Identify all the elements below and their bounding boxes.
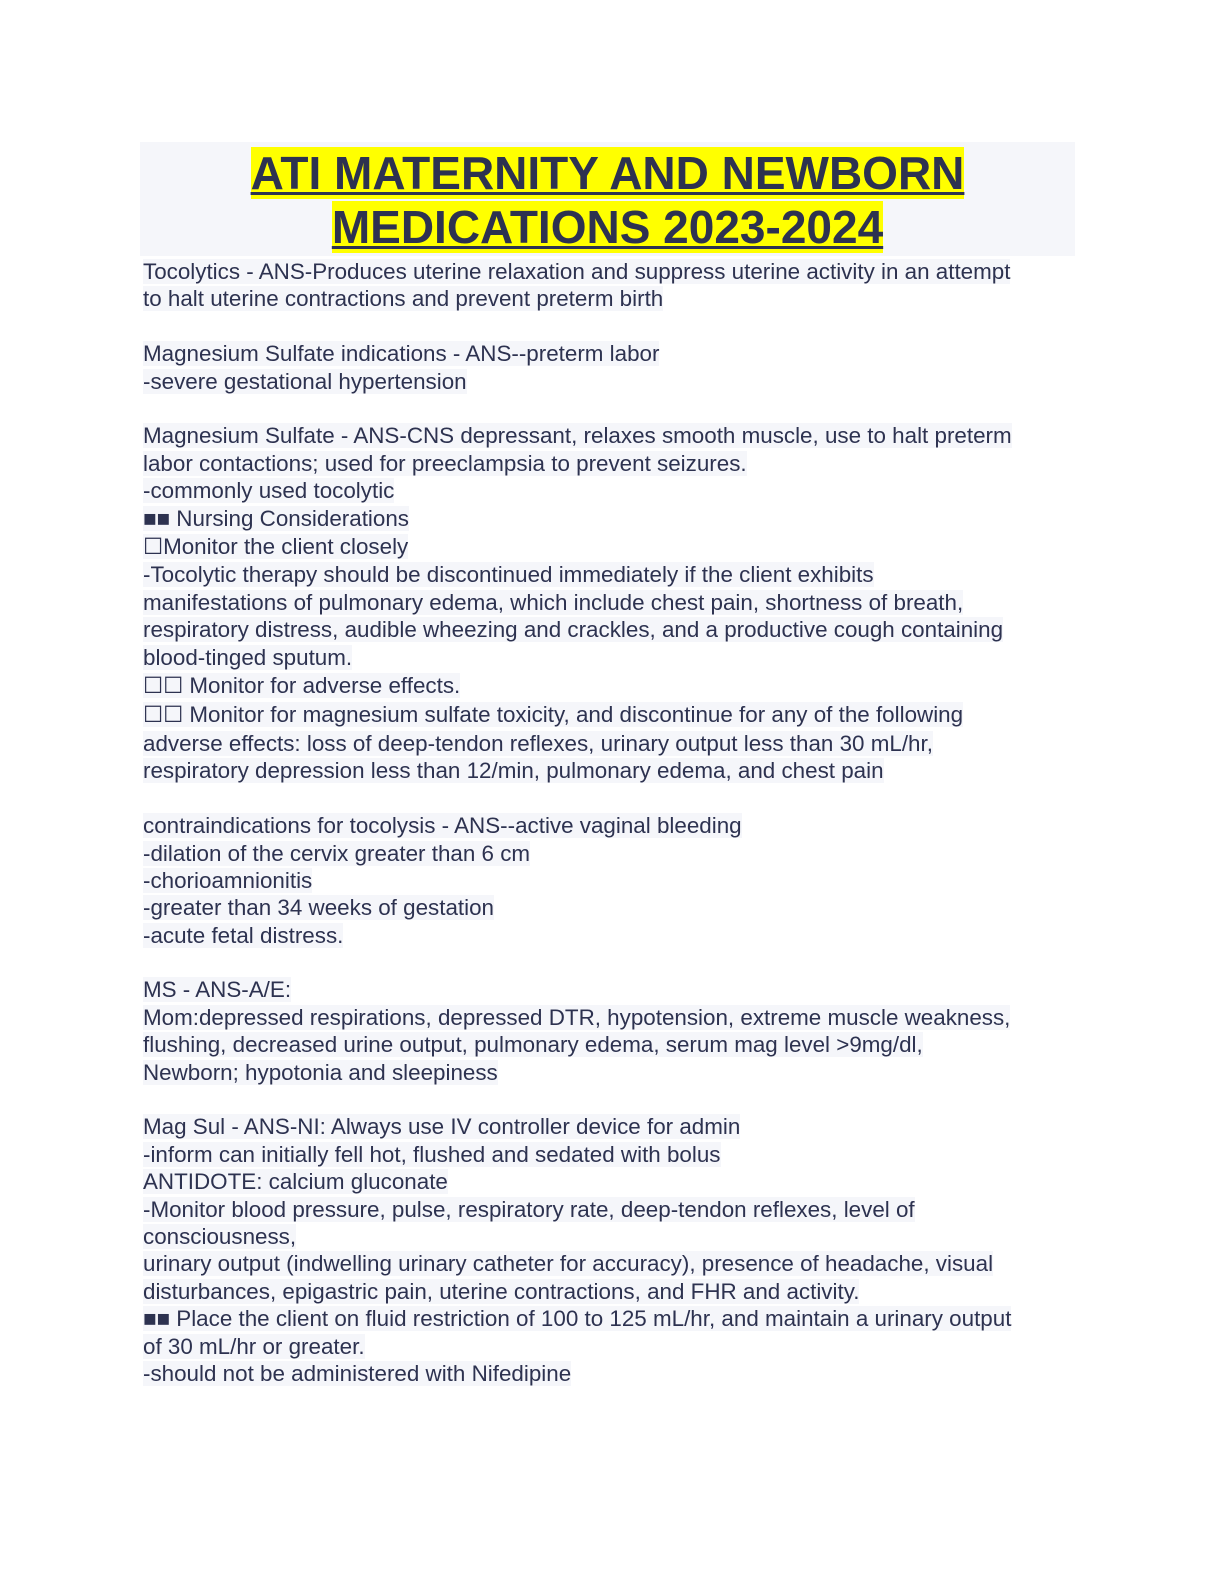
text-line [143, 1223, 1073, 1250]
text-line [143, 1360, 1073, 1387]
text-line [143, 258, 1073, 285]
text-line-content: -acute fetal distress. [143, 922, 344, 948]
text-line [143, 1059, 1073, 1086]
text-line-content: Newborn; hypotonia and sleepiness [143, 1059, 498, 1085]
document-body [143, 258, 1073, 1387]
text-line [143, 1004, 1073, 1031]
text-line [143, 812, 1073, 839]
text-line-content: -dilation of the cervix greater than 6 cm [143, 840, 531, 866]
text-line-content: contraindications for tocolysis - ANS--active vaginal bleeding [143, 813, 742, 839]
title-line-2: MEDICATIONS 2023-2024 [331, 201, 884, 253]
text-line [143, 1196, 1073, 1223]
text-line [143, 700, 1073, 730]
text-line-content: Mag Sul - ANS-NI: Always use IV controller device for admin [143, 1114, 741, 1140]
blank-line [143, 785, 1073, 812]
text-line [143, 285, 1073, 312]
text-line [143, 505, 1073, 532]
text-line [143, 976, 1073, 1003]
text-line [143, 340, 1073, 367]
text-line [143, 450, 1073, 477]
text-line-content: Tocolytics - ANS-Produces uterine relaxation and suppress uterine activity in an attempt [143, 259, 1011, 284]
text-line-content: -Monitor blood pressure, pulse, respiratory rate, deep-tendon reflexes, level of [143, 1196, 915, 1222]
text-line [143, 1031, 1073, 1058]
text-line-content: disturbances, epigastric pain, uterine contractions, and FHR and activity. [143, 1278, 860, 1304]
text-line-content: ☐☐ Monitor for magnesium sulfate toxicity, and discontinue for any of the following [143, 702, 964, 728]
text-line-content: consciousness, [143, 1224, 297, 1249]
text-line [143, 422, 1073, 449]
text-line-content: respiratory distress, audible wheezing and crackles, and a productive cough containing [143, 617, 1004, 643]
text-line [143, 1141, 1073, 1168]
text-line-content: Mom:depressed respirations, depressed DTR, hypotension, extreme muscle weakness, [143, 1004, 1011, 1030]
text-line [143, 1305, 1073, 1332]
text-line [143, 561, 1073, 588]
text-line-content: ☐☐ Monitor for adverse effects. [143, 672, 461, 698]
text-line-content: -inform can initially fell hot, flushed and sedated with bolus [143, 1141, 721, 1167]
text-line [143, 894, 1073, 921]
text-line-content: ANTIDOTE: calcium gluconate [143, 1169, 448, 1195]
text-line [143, 867, 1073, 894]
text-line-content: manifestations of pulmonary edema, which include chest pain, shortness of breath, [143, 589, 964, 615]
text-line-content: labor contactions; used for preeclampsia to prevent seizures. [143, 450, 747, 476]
text-line-content: -Tocolytic therapy should be discontinued immediately if the client exhibits [143, 562, 874, 588]
text-line-content: -commonly used tocolytic [143, 478, 395, 504]
text-line [143, 730, 1073, 757]
title-line-1: ATI MATERNITY AND NEWBORN [250, 147, 965, 199]
blank-line [143, 1086, 1073, 1113]
text-line-content: of 30 mL/hr or greater. [143, 1333, 365, 1359]
text-line-content: ☐Monitor the client closely [143, 533, 409, 559]
blank-line [143, 949, 1073, 976]
blank-line [143, 313, 1073, 340]
text-line-content: -severe gestational hypertension [143, 368, 467, 394]
text-line-content: -greater than 34 weeks of gestation [143, 895, 495, 921]
text-line-content: ■■ Nursing Considerations [143, 505, 409, 531]
text-line [143, 616, 1073, 643]
text-line [143, 644, 1073, 671]
text-line-content: ■■ Place the client on fluid restriction of 100 to 125 mL/hr, and maintain a urinary output [143, 1306, 1012, 1332]
text-line-content: Magnesium Sulfate - ANS-CNS depressant, relaxes smooth muscle, use to halt preterm [143, 423, 1012, 449]
text-line [143, 532, 1073, 562]
text-line-content: flushing, decreased urine output, pulmonary edema, serum mag level >9mg/dl, [143, 1032, 923, 1058]
text-line [143, 840, 1073, 867]
text-line [143, 1168, 1073, 1195]
text-line [143, 1333, 1073, 1360]
text-line [143, 757, 1073, 784]
text-line [143, 368, 1073, 395]
text-line-content: respiratory depression less than 12/min, pulmonary edema, and chest pain [143, 758, 884, 784]
document-page [143, 142, 1073, 1387]
text-line [143, 922, 1073, 949]
text-line-content: blood-tinged sputum. [143, 644, 353, 670]
document-title [140, 142, 1075, 256]
text-line-content: -chorioamnionitis [143, 867, 313, 893]
text-line [143, 1250, 1073, 1277]
text-line [143, 1113, 1073, 1140]
text-line-content: urinary output (indwelling urinary catheter for accuracy), presence of headache, visual [143, 1251, 994, 1277]
text-line-content: to halt uterine contractions and prevent preterm birth [143, 286, 664, 312]
text-line [143, 671, 1073, 701]
text-line-content: MS - ANS-A/E: [143, 977, 292, 1003]
text-line-content: adverse effects: loss of deep-tendon reflexes, urinary output less than 30 mL/hr, [143, 730, 933, 756]
text-line-content: Magnesium Sulfate indications - ANS--preterm labor [143, 341, 660, 367]
text-line [143, 1278, 1073, 1305]
blank-line [143, 395, 1073, 422]
text-line-content: -should not be administered with Nifedipine [143, 1360, 572, 1386]
text-line [143, 589, 1073, 616]
text-line [143, 477, 1073, 504]
